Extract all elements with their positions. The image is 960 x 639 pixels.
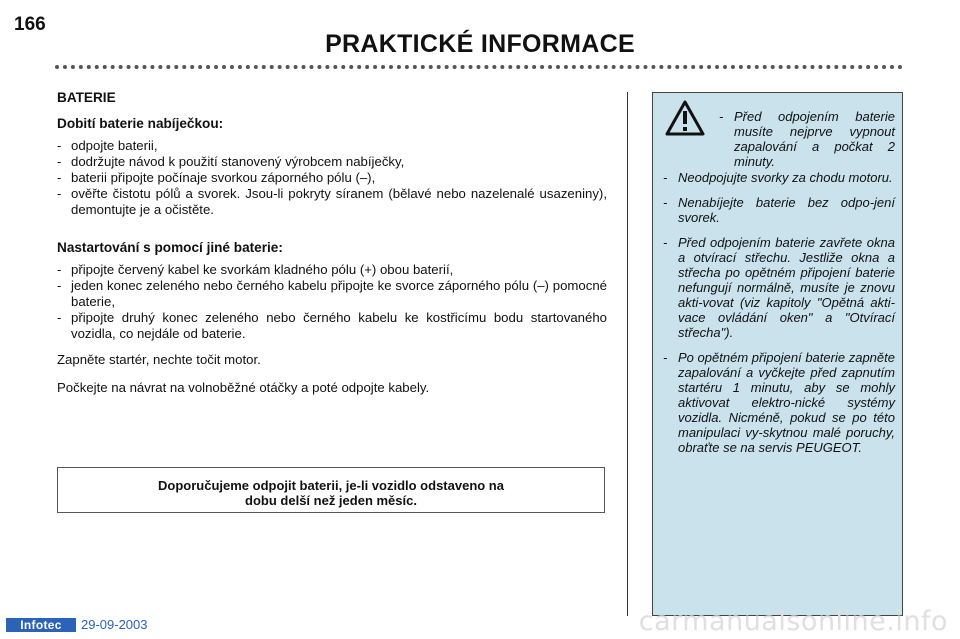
jumpstart-list	[57, 262, 607, 342]
title-dotted-rule	[55, 65, 903, 69]
page-number: 166	[14, 14, 46, 35]
footer-date: 29-09-2003	[81, 617, 148, 632]
list-item: - ověřte čistotu pólů a svorek. Jsou-li pokryty síranem (bělavé nebo nazelenalé usazeniny), demontujte je a očistěte.	[57, 186, 607, 218]
list-item: - Nenabíjejte baterie bez odpo-jení svorek.	[663, 195, 895, 225]
warning-first-list	[719, 109, 895, 169]
list-item: - Neodpojujte svorky za chodu motoru.	[663, 170, 895, 185]
column-divider	[627, 92, 628, 616]
page-title: PRAKTICKÉ INFORMACE	[325, 30, 635, 58]
note-line-1: Doporučujeme odpojit baterii, je-li vozidlo odstaveno na	[158, 478, 504, 493]
infotec-logo: Infotec	[6, 618, 76, 632]
recommendation-note	[57, 467, 605, 513]
jumpstart-heading: Nastartování s pomocí jiné baterie:	[57, 240, 283, 255]
warning-triangle-icon	[665, 100, 705, 136]
list-item: - dodržujte návod k použití stanovený výrobcem nabíječky,	[57, 154, 607, 170]
charging-heading: Dobití baterie nabíječkou:	[57, 116, 224, 131]
warning-list	[663, 170, 895, 465]
list-item: - Před odpojením baterie zavřete okna a otvírací střechu. Jestliže okna a střecha po opětném připojení baterie nefungují normálně, musíte je znovu akti-vovat (viz kapitoly "Opětná akti-vace ovládání oken" a "Otvírací střecha").	[663, 235, 895, 340]
list-item: - připojte druhý konec zeleného nebo černého kabelu ke kostřicímu bodu startovaného vozidla, co nejdále od baterie.	[57, 310, 607, 342]
battery-heading: BATERIE	[57, 90, 116, 105]
note-line-2: dobu delší než jeden měsíc.	[245, 493, 417, 508]
list-item: - připojte červený kabel ke svorkám kladného pólu (+) obou baterií,	[57, 262, 607, 278]
list-item: - baterii připojte počínaje svorkou záporného pólu (–),	[57, 170, 607, 186]
idle-paragraph: Počkejte na návrat na volnoběžné otáčky a poté odpojte kabely.	[57, 380, 430, 395]
warning-panel	[652, 92, 903, 616]
start-paragraph: Zapněte startér, nechte točit motor.	[57, 352, 261, 367]
list-item: - jeden konec zeleného nebo černého kabelu připojte ke svorce záporného pólu (–) pomocné baterie,	[57, 278, 607, 310]
list-item: - Po opětném připojení baterie zapněte zapalování a vyčkejte před zapnutím startéru 1 minutu, aby se mohly aktivovat elektro-nické systémy vozidla. Nicméně, pokud se po této manipulaci vy-skytnou malé poruchy, obraťte se na servis PEUGEOT.	[663, 350, 895, 455]
list-item: - Před odpojením baterie musíte nejprve vypnout zapalování a počkat 2 minuty.	[719, 109, 895, 169]
charging-list	[57, 138, 607, 218]
watermark: carmanualsonline.info	[638, 606, 948, 637]
battery-section	[57, 90, 607, 396]
list-item: - odpojte baterii,	[57, 138, 607, 154]
